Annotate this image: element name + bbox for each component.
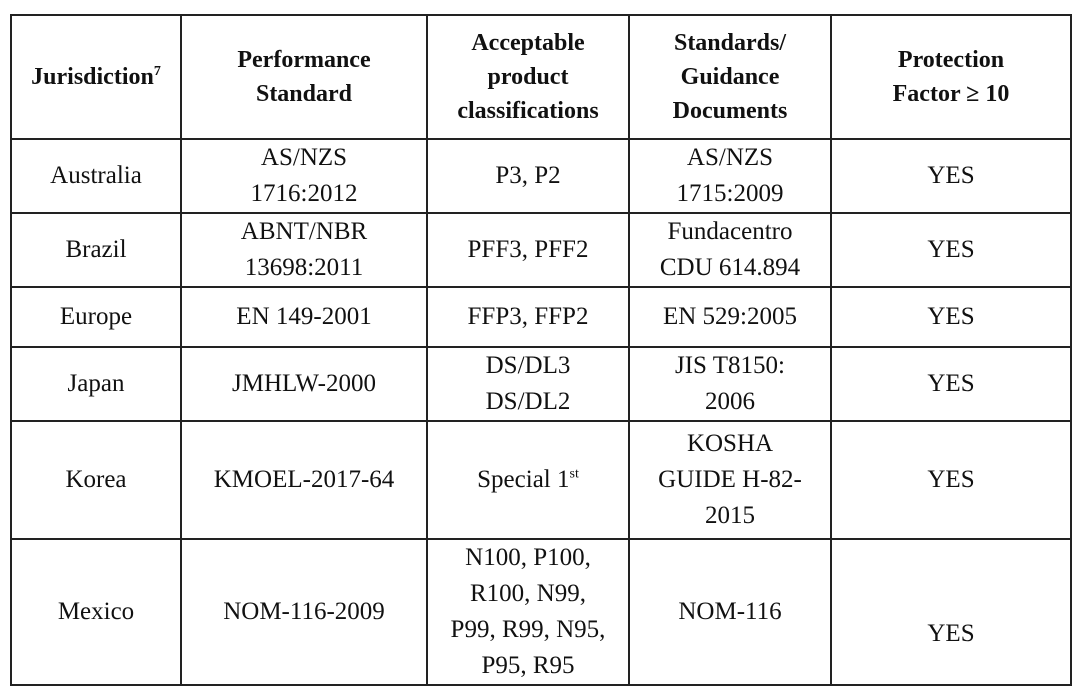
cell-text: DS/DL2 (485, 388, 571, 415)
table-row (11, 139, 1071, 213)
cell-performance (181, 347, 427, 421)
cell-text: R100, N99, (470, 580, 586, 607)
cell-text: EN 149-2001 (236, 303, 372, 330)
header-jurisdiction (11, 15, 181, 139)
header-text: product (487, 64, 569, 90)
table-row (11, 539, 1071, 685)
table-row (11, 347, 1071, 421)
cell-text: AS/NZS (260, 144, 348, 171)
header-text: classifications (457, 98, 599, 124)
footnote-marker: 7 (153, 64, 161, 79)
table-row (11, 421, 1071, 539)
cell-text: KMOEL-2017-64 (213, 466, 395, 493)
cell-performance (181, 213, 427, 287)
cell-text: EN 529:2005 (662, 303, 798, 330)
header-text: Guidance (680, 64, 780, 90)
header-text: Standards/ (673, 30, 787, 56)
cell-jurisdiction: Brazil (11, 213, 181, 287)
header-protection-factor (831, 15, 1071, 139)
cell-text: ABNT/NBR (240, 218, 368, 245)
cell-documents (629, 539, 831, 685)
cell-jurisdiction: Japan (11, 347, 181, 421)
header-jurisdiction-label: Jurisdiction (31, 64, 154, 90)
cell-text: KOSHA (686, 430, 774, 457)
cell-protection: YES (831, 347, 1071, 421)
cell-classifications (427, 421, 629, 539)
cell-text: P99, R99, N95, (450, 616, 606, 643)
header-text: Documents (672, 98, 788, 124)
cell-text: Special 1 (477, 466, 570, 493)
table-row (11, 213, 1071, 287)
cell-jurisdiction: Australia (11, 139, 181, 213)
cell-protection: YES (831, 539, 1071, 685)
cell-text: 2015 (705, 502, 755, 529)
header-row (11, 15, 1071, 139)
superscript: st (569, 466, 579, 482)
cell-performance (181, 421, 427, 539)
header-text: Acceptable (471, 30, 585, 56)
cell-text: FFP3, FFP2 (467, 303, 589, 330)
cell-text: P3, P2 (495, 162, 561, 189)
header-text: Standard (255, 81, 353, 107)
cell-classifications (427, 139, 629, 213)
cell-performance (181, 139, 427, 213)
cell-classifications (427, 347, 629, 421)
cell-text: DS/DL3 (485, 352, 571, 379)
cell-text: AS/NZS (686, 144, 774, 171)
cell-documents (629, 213, 831, 287)
cell-protection: YES (831, 213, 1071, 287)
cell-protection: YES (831, 421, 1071, 539)
cell-performance (181, 287, 427, 347)
cell-text: 2006 (705, 388, 755, 415)
cell-text: GUIDE H-82- (658, 466, 802, 493)
cell-text: JMHLW-2000 (232, 370, 376, 397)
header-acceptable-classifications (427, 15, 629, 139)
cell-classifications (427, 213, 629, 287)
cell-text: N100, P100, (465, 544, 591, 571)
cell-jurisdiction: Europe (11, 287, 181, 347)
cell-documents (629, 421, 831, 539)
cell-classifications (427, 539, 629, 685)
cell-text: 1715:2009 (676, 180, 784, 207)
cell-classifications (427, 287, 629, 347)
header-text: Performance (237, 47, 371, 73)
cell-text: PFF3, PFF2 (467, 236, 589, 263)
cell-protection: YES (831, 139, 1071, 213)
table-body (11, 139, 1071, 685)
table-header (11, 15, 1071, 139)
cell-text: JIS T8150: (675, 352, 785, 379)
cell-text: P95, R95 (481, 652, 575, 679)
cell-text: NOM-116-2009 (223, 598, 385, 625)
standards-table (10, 14, 1072, 686)
cell-performance (181, 539, 427, 685)
cell-documents (629, 139, 831, 213)
cell-text: 13698:2011 (244, 254, 364, 281)
cell-documents (629, 347, 831, 421)
header-guidance-documents (629, 15, 831, 139)
cell-text: NOM-116 (678, 598, 782, 625)
cell-protection: YES (831, 287, 1071, 347)
cell-documents (629, 287, 831, 347)
cell-text: Fundacentro (667, 218, 793, 245)
header-text: Protection (897, 47, 1005, 73)
header-performance-standard (181, 15, 427, 139)
cell-jurisdiction: Korea (11, 421, 181, 539)
header-text: Factor ≥ 10 (892, 81, 1010, 107)
table-row (11, 287, 1071, 347)
cell-text: 1716:2012 (250, 180, 358, 207)
cell-jurisdiction: Mexico (11, 539, 181, 685)
cell-text: CDU 614.894 (659, 254, 801, 281)
